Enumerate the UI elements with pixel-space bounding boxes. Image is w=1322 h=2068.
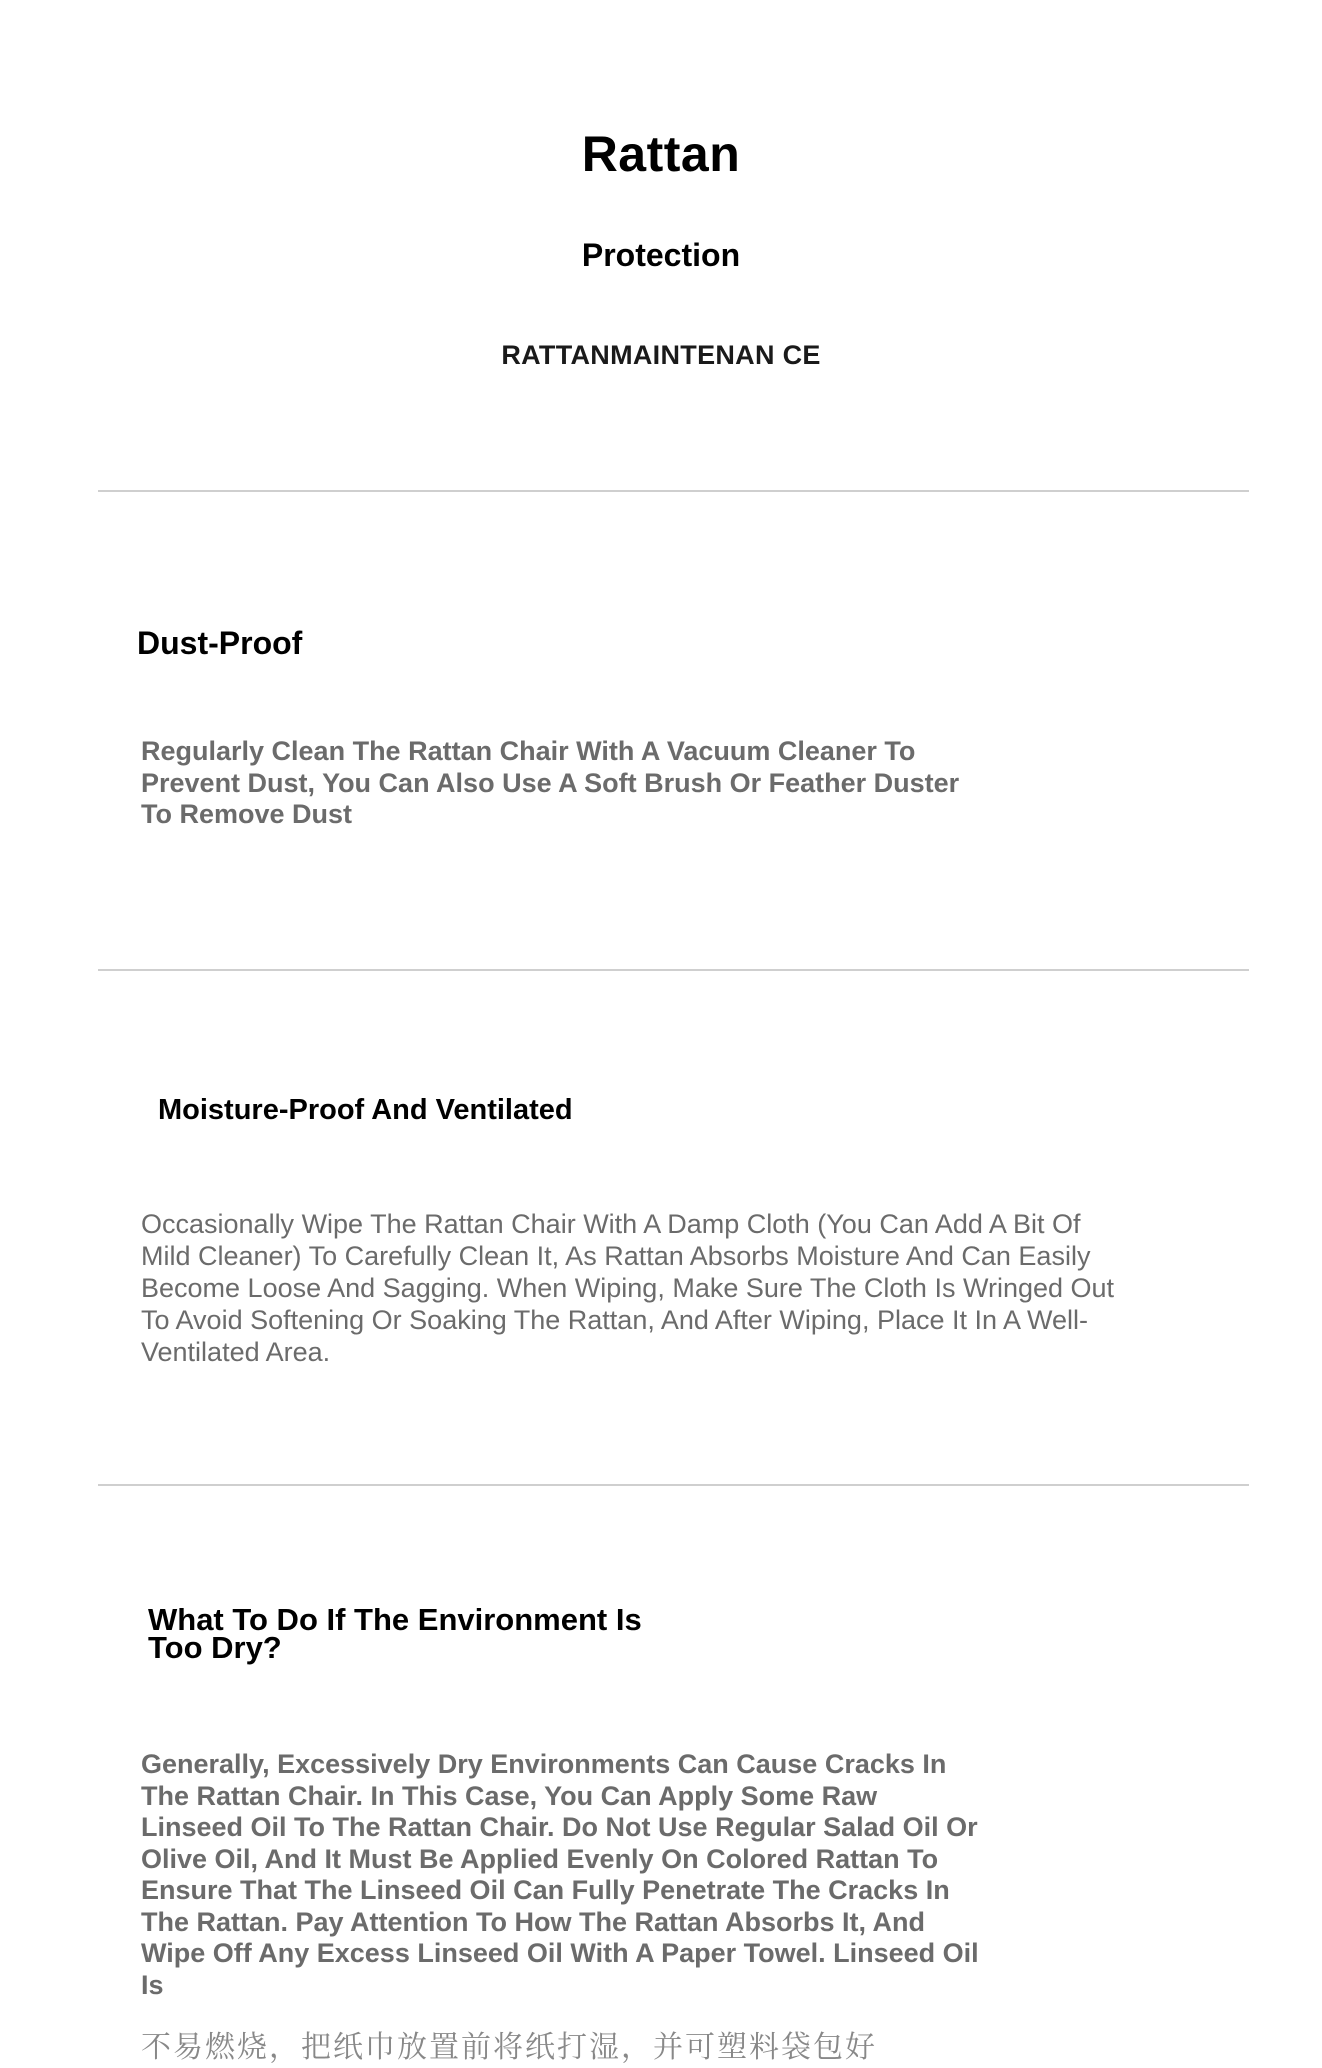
divider: [98, 969, 1249, 971]
section-heading-too-dry: What To Do If The Environment Is Too Dry?: [148, 1602, 642, 1665]
section-body-dust-proof: Regularly Clean The Rattan Chair With A Vacuum Cleaner To Prevent Dust, You Can Also Use A Soft Brush Or Feather Duster To Remove Dust: [141, 736, 960, 829]
divider: [98, 490, 1249, 492]
section-heading-dust-proof: Dust-Proof: [137, 625, 303, 661]
section-heading-moisture-proof: Moisture-Proof And Ventilated: [158, 1094, 573, 1126]
page-subtitle: Protection: [581, 237, 741, 273]
section-body-too-dry: Generally, Excessively Dry Environments Can Cause Cracks In The Rattan Chair. In This Case, You Can Apply Some Raw Linseed Oil To The Rattan Chair. Do Not Use Regular Salad Oil Or Olive Oil, And It Must Be Applied Evenly On Colored Rattan To Ensure That The Linseed Oil Can Fully Penetrate The Cracks In The Rattan. Pay Attention To How The Rattan Absorbs It, And Wipe Off Any Excess Linseed Oil With A Paper Towel. Linseed Oil Is: [141, 1749, 979, 2000]
brand-label: RATTANMAINTENAN CE: [501, 340, 821, 370]
page-title: Rattan: [581, 126, 741, 182]
section-body-moisture-proof: Occasionally Wipe The Rattan Chair With A Damp Cloth (You Can Add A Bit Of Mild Cleaner) To Carefully Clean It, As Rattan Absorbs Moisture And Can Easily Become Loose And Sagging. When Wiping, Make Sure The Cloth Is Wringed Out To Avoid Softening Or Soaking The Rattan, And After Wiping, Place It In A Well-Ventilated Area.: [141, 1209, 1115, 1367]
divider: [98, 1484, 1249, 1486]
cut-off-text: 不易燃烧，把纸巾放置前将纸打湿，并可塑料袋包好: [141, 2031, 877, 2064]
